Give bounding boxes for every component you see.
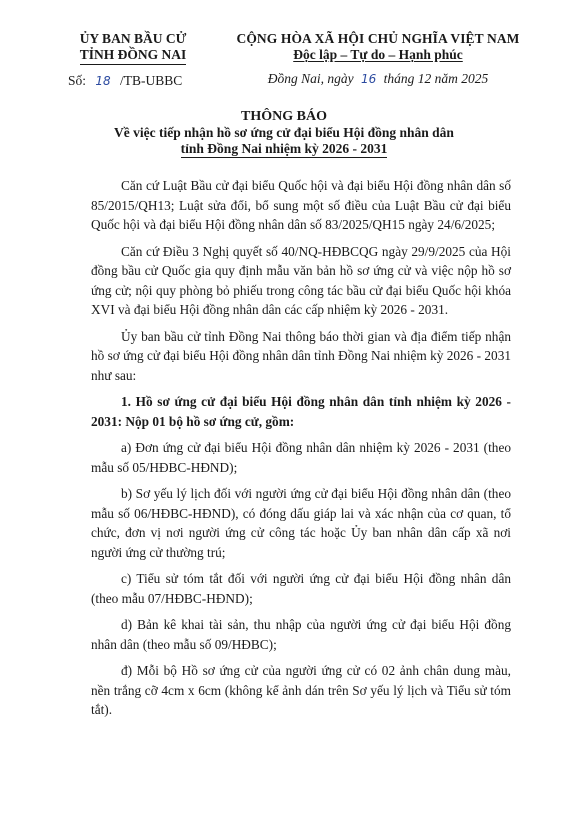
paragraph-legal-basis-2: Căn cứ Điều 3 Nghị quyết số 40/NQ-HĐBCQG ngày 29/9/2025 của Hội đồng bầu cử Quốc gia quy định mẫu văn bản hồ sơ ứng cử và việc nộp hồ sơ ứng cử; nội quy phòng bỏ phiếu trong công tác bầu cử đại biểu Quốc hội khóa XVI và đại biểu Hội đồng nhân dân các cấp nhiệm kỳ 2026 - 2031.: [91, 243, 511, 317]
issuer-name-line1: ỦY BAN BẦU CỬ: [79, 31, 187, 46]
document-number: [44, 73, 222, 89]
nation-name: CỘNG HÒA XÃ HỘI CHỦ NGHĨA VIỆT NAM: [236, 31, 520, 46]
list-item-d: d) Bản kê khai tài sản, thu nhập của người ứng cử đại biểu Hội đồng nhân dân (theo mẫu số 09/HĐBC);: [91, 617, 511, 652]
paragraph-announcement: Ủy ban bầu cử tỉnh Đồng Nai thông báo thời gian và địa điểm tiếp nhận hồ sơ ứng cử đại biểu Hội đồng nhân dân tỉnh Đồng Nai nhiệm kỳ 2026 - 2031 như sau:: [91, 328, 511, 383]
handwritten-day: 16: [360, 72, 377, 86]
list-item-c: c) Tiểu sử tóm tắt đối với người ứng cử đại biểu Hội đồng nhân dân (theo mẫu 07/HĐBC-HĐND);: [91, 571, 511, 606]
list-item-dd: đ) Mỗi bộ Hồ sơ ứng cử của người ứng cử có 02 ảnh chân dung màu, nền trắng cỡ 4cm x 6cm (không kể ảnh dán trên Sơ yếu lý lịch và Tiểu sử tóm tắt).: [91, 663, 511, 717]
list-item-a: a) Đơn ứng cử đại biểu Hội đồng nhân dân nhiệm kỳ 2026 - 2031 (theo mẫu số 05/HĐBC-HĐND);: [91, 440, 511, 475]
handwritten-number: 18: [95, 74, 111, 88]
date-prefix: Đồng Nai, ngày: [267, 71, 354, 86]
document-date: [226, 71, 530, 87]
title-heading: THÔNG BÁO: [241, 109, 327, 124]
title-subject-line2: tỉnh Đồng Nai nhiệm kỳ 2026 - 2031: [180, 141, 388, 156]
issuer-name-line2: TỈNH ĐỒNG NAI: [80, 47, 187, 65]
national-header: [226, 31, 530, 87]
paragraph-legal-basis-1: Căn cứ Luật Bầu cử đại biểu Quốc hội và đại biểu Hội đồng nhân dân số 85/2015/QH13; Luật sửa đổi, bổ sung một số điều của Luật Bầu cử đại biểu Quốc hội và đại biểu Hội đồng nhân dân số 83/2025/QH15 ngày 24/6/2025;: [91, 178, 511, 232]
list-item-b: b) Sơ yếu lý lịch đối với người ứng cử đại biểu Hội đồng nhân dân (theo mẫu số 06/HĐBC-HĐND), có đóng dấu giáp lai và xác nhận của cơ quan, tổ chức, đơn vị nơi người ứng cử công tác hoặc Ủy ban nhân dân cấp xã nơi người ứng cử thường trú;: [91, 486, 511, 560]
document-title: [60, 108, 508, 157]
issuer-block: [44, 31, 222, 89]
date-suffix: tháng 12 năm 2025: [383, 71, 489, 86]
number-prefix: Số:: [68, 73, 87, 88]
title-subject-line1: Về việc tiếp nhận hồ sơ ứng cử đại biểu Hội đồng nhân dân: [114, 125, 454, 140]
national-motto: Độc lập – Tự do – Hạnh phúc: [293, 47, 463, 62]
section-heading-1: 1. Hồ sơ ứng cử đại biểu Hội đồng nhân dân tỉnh nhiệm kỳ 2026 - 2031: Nộp 01 bộ hồ sơ ứng cử, gồm:: [91, 394, 511, 429]
document-body: [91, 176, 511, 727]
number-suffix: /TB-UBBC: [120, 73, 183, 88]
